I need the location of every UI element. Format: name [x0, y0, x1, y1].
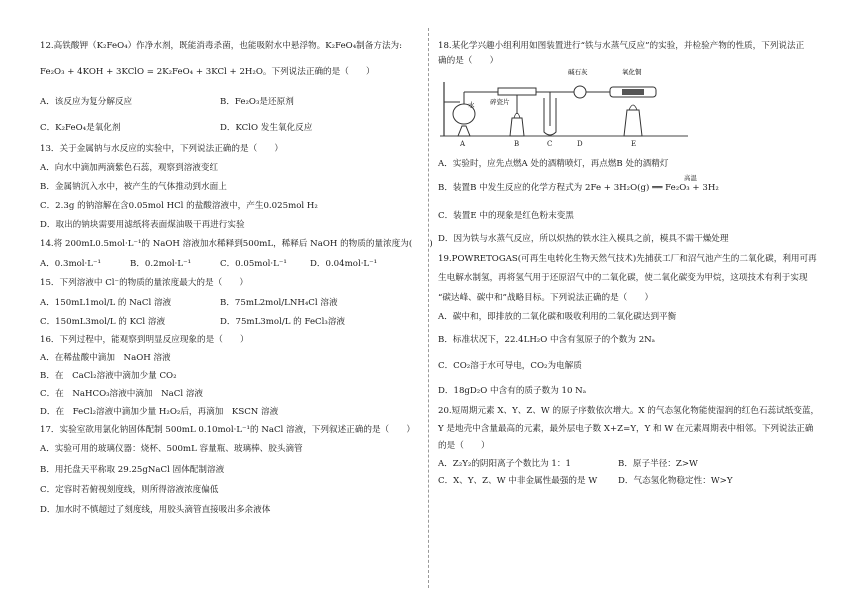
q20-stem-line-2: Y 是地壳中含量最高的元素，最外层电子数 X+Z=Y，Y 和 W 在元素周期表中相邻。下列说法正确 — [438, 424, 814, 434]
q19-stem-line-3: “碳达峰、碳中和”战略目标。下列说法正确的是（ ） — [438, 293, 654, 303]
q14-option-d[interactable]: D．0.04mol·L⁻¹ — [310, 259, 378, 269]
q19-option-a[interactable]: A．碳中和，即排放的二氧化碳和吸收利用的二氧化碳达到平衡 — [438, 312, 677, 322]
station-label-a: A — [460, 140, 466, 148]
apparatus-diagram — [438, 62, 698, 148]
q18-option-c[interactable]: C．装置E 中的现象是红色粉末变黑 — [438, 211, 574, 221]
q19-option-d[interactable]: D．18gD₂O 中含有的质子数为 10 Nₐ — [438, 386, 587, 396]
apparatus-d — [562, 67, 610, 98]
q14-option-c[interactable]: C．0.05mol·L⁻¹ — [220, 259, 287, 269]
q17-option-c[interactable]: C．定容时若俯视刻度线，则所得溶液浓度偏低 — [40, 485, 219, 495]
q18-option-a[interactable]: A．实验时，应先点燃A 处的酒精喷灯，再点燃B 处的酒精灯 — [438, 159, 669, 169]
q14-option-b[interactable]: B．0.2mol·L⁻¹ — [130, 259, 192, 269]
q13-option-b[interactable]: B．金属钠沉入水中，被产生的气体推动到水面上 — [40, 182, 227, 192]
q20-stem-line-1: 20.短周期元素 X、Y、Z、W 的原子序数依次增大。X 的气态氢化物能使湿润的红色石蕊试纸变蓝， — [438, 406, 820, 416]
station-label-c: C — [547, 140, 553, 148]
column-divider — [428, 28, 429, 588]
q18-option-d[interactable]: D．因为铁与水蒸气反应，所以炽热的铁水注入模具之前，模具不需干燥处理 — [438, 234, 729, 244]
right-column — [438, 0, 833, 606]
q19-option-c[interactable]: C．CO₂溶于水可导电，CO₂为电解质 — [438, 361, 582, 371]
station-label-d: D — [577, 140, 583, 148]
q16-stem: 16．下列过程中，能观察到明显反应现象的是（ ） — [40, 335, 249, 345]
q18-stem-line-1: 18.某化学兴趣小组利用如图装置进行“铁与水蒸气反应”的实验，并检验产物的性质，下列说法正 — [438, 41, 805, 51]
q18-option-b-condition: 高温 — [684, 174, 697, 182]
q13-option-a[interactable]: A．向水中滴加两滴紫色石蕊，观察到溶液变红 — [40, 163, 219, 173]
label-copper-oxide: 氧化铜 — [622, 68, 642, 76]
q16-option-b[interactable]: B．在 CaCl₂溶液中滴加少量 CO₂ — [40, 371, 177, 381]
q19-stem-line-2: 生电解水制氢，再将氢气用于还原沼气中的二氧化碳，使二氧化碳变为甲烷，这项技术有利于实现 — [438, 273, 808, 283]
q14-option-a[interactable]: A．0.3mol·L⁻¹ — [40, 259, 101, 269]
q18-option-b[interactable]: B．装置B 中发生反应的化学方程式为 2Fe + 3H₂O(g) ══ Fe₂O₃ + 3H₂ — [438, 183, 719, 193]
q15-option-d[interactable]: D．75mL3mol/L 的 FeCl₃溶液 — [220, 317, 346, 327]
q12-equation: Fe₂O₃ + 4KOH + 3KClO = 2K₂FeO₄ + 3KCl + 2H₂O。下列说法正确的是（ ） — [40, 67, 375, 77]
q17-option-a[interactable]: A．实验可用的玻璃仪器：烧杯、500mL 容量瓶、玻璃棒、胶头滴管 — [40, 444, 303, 454]
q20-stem-line-3: 的是（ ） — [438, 441, 490, 451]
copper-oxide-powder — [622, 89, 644, 95]
q13-option-d[interactable]: D．取出的钠块需要用滤纸将表面煤油吸干再进行实验 — [40, 220, 245, 230]
q14-stem: 14.将 200mL0.5mol·L⁻¹的 NaOH 溶液加水稀释到500mL，稀释后 NaOH 的物质的量浓度为( ) — [40, 239, 433, 249]
q20-option-a[interactable]: A．Z₂Y₂的阴阳离子个数比为 1：1 — [438, 459, 571, 469]
q17-stem: 17．实验室欲用氯化钠固体配制 500mL 0.10mol·L⁻¹的 NaCl 溶液，下列叙述正确的是（ ） — [40, 425, 415, 435]
station-label-e: E — [631, 140, 637, 148]
station-label-b: B — [514, 140, 520, 148]
q12-stem: 12.高铁酸钾（K₂FeO₄）作净水剂，既能消毒杀菌，也能吸附水中悬浮物。K₂FeO₄制备方法为: — [40, 41, 403, 51]
q15-stem: 15．下列溶液中 Cl⁻的物质的量浓度最大的是（ ） — [40, 278, 248, 288]
apparatus-e — [610, 67, 656, 136]
q15-option-b[interactable]: B．75mL2mol/LNH₄Cl 溶液 — [220, 298, 338, 308]
q17-option-b[interactable]: B．用托盘天平称取 29.25gNaCl 固体配制溶液 — [40, 465, 225, 475]
q12-option-d[interactable]: D．KClO 发生氧化反应 — [220, 123, 313, 133]
q12-option-b[interactable]: B．Fe₂O₃是还原剂 — [220, 97, 294, 107]
q13-option-c[interactable]: C．2.3g 的钠溶解在含0.05mol HCl 的盐酸溶液中，产生0.025mol H₂ — [40, 201, 318, 211]
label-water: 水 — [468, 101, 475, 109]
q13-stem: 13．关于金属钠与水反应的实验中，下列说法正确的是（ ） — [40, 144, 283, 154]
q20-option-b[interactable]: B．原子半径：Z>W — [618, 459, 698, 469]
q19-option-b[interactable]: B．标准状况下，22.4LH₂O 中含有氢原子的个数为 2Nₐ — [438, 335, 656, 345]
apparatus-c — [536, 92, 562, 135]
q16-option-a[interactable]: A．在稀盐酸中滴加 NaOH 溶液 — [40, 353, 171, 363]
q16-option-d[interactable]: D．在 FeCl₂溶液中滴加少量 H₂O₂后，再滴加 KSCN 溶液 — [40, 407, 279, 417]
apparatus-a — [444, 82, 498, 136]
q12-option-c[interactable]: C．K₂FeO₄是氧化剂 — [40, 123, 121, 133]
q18-stem-line-2: 确的是（ ） — [438, 56, 499, 66]
apparatus-b — [490, 88, 536, 136]
q20-option-d[interactable]: D．气态氢化物稳定性：W>Y — [618, 476, 733, 486]
label-alkali-lime: 碱石灰 — [568, 68, 588, 76]
q15-option-a[interactable]: A．150mL1mol/L 的 NaCl 溶液 — [40, 298, 172, 308]
q15-option-c[interactable]: C．150mL3mol/L 的 KCl 溶液 — [40, 317, 166, 327]
left-column — [40, 0, 433, 606]
q19-stem-line-1: 19.POWRETOGAS(可再生电转化生物天然气技术)先捕获工厂和沼气池产生的二氧化碳，利用可再 — [438, 254, 817, 264]
q17-option-d[interactable]: D．加水时不慎超过了刻度线，用胶头滴管直接吸出多余液体 — [40, 505, 271, 515]
q16-option-c[interactable]: C．在 NaHCO₃溶液中滴加 NaCl 溶液 — [40, 389, 204, 399]
q12-option-a[interactable]: A．该反应为复分解反应 — [40, 97, 133, 107]
label-broken-porcelain: 碎瓷片 — [490, 98, 510, 106]
q20-option-c[interactable]: C．X、Y、Z、W 中非金属性最强的是 W — [438, 476, 598, 486]
